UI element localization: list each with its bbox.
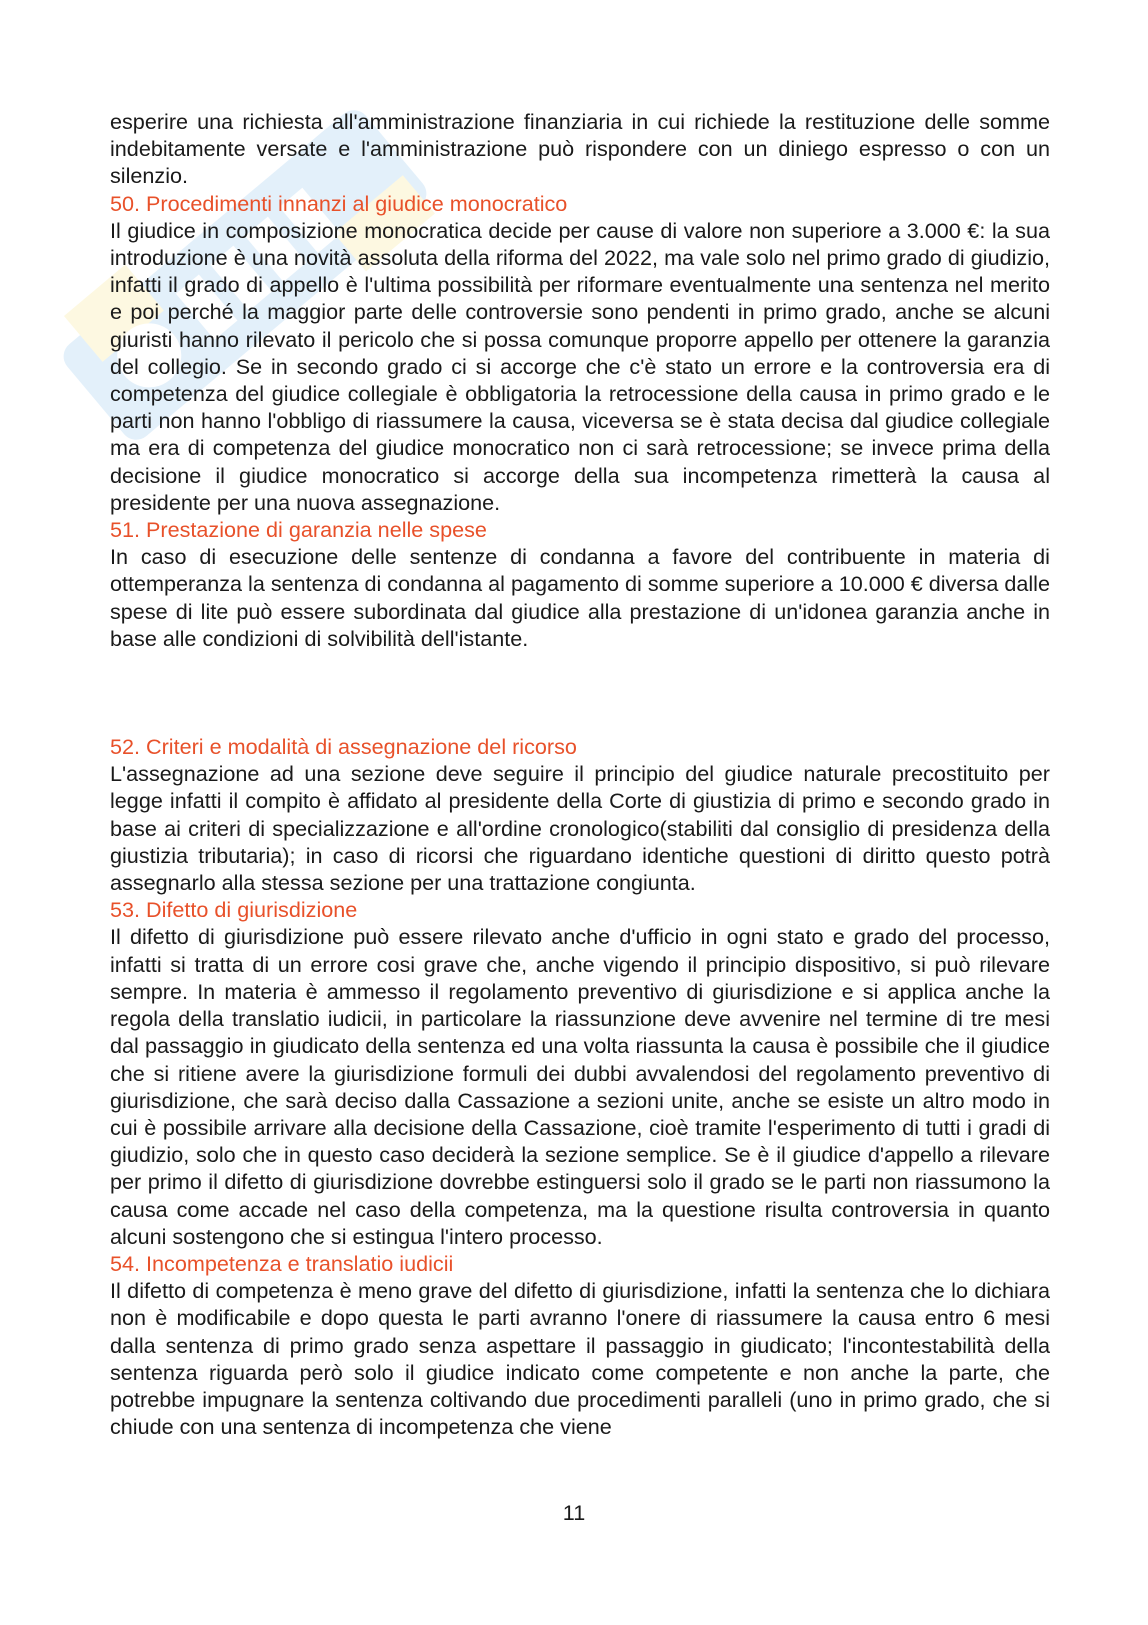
section-heading-50: 50. Procedimenti innanzi al giudice monocratico: [110, 190, 568, 216]
section-heading-52: 52. Criteri e modalità di assegnazione del ricorso: [110, 734, 577, 760]
section-body-53: Il difetto di giurisdizione può essere rilevato anche d'ufficio in ogni stato e grado del processo, infatti si tratta di un errore cosi grave che, anche vigendo il principio dispositivo, si può rilevare sempre. In materia è ammesso il regolamento preventivo di giurisdizione e si applica anche la regola della translatio iudicii, in particolare la riassunzione deve avvenire nel termine di tre mesi dal passaggio in giudicato della sentenza ed una volta riassunta la causa è possibile che il giudice che si ritiene avere la giurisdizione formuli dei dubbi avvalendosi del regolamento preventivo di giurisdizione, che sarà deciso dalla Cassazione a sezioni unite, anche se esiste un altro modo in cui è possibile arrivare alla decisione della Cassazione, cioè tramite l'esperimento di tutti i gradi di giudizio, solo che in questo caso deciderà la sezione semplice. Se è il giudice d'appello a rilevare per primo il difetto di giurisdizione dovrebbe estinguersi solo il grado se le parti non riassumono la causa come accade nel caso della competenza, ma la questione risulta controversia in quanto alcuni sostengono che si estingua l'intero processo.: [110, 924, 1050, 1249]
intro-paragraph: esperire una richiesta all'amministrazione finanziaria in cui richiede la restituzione delle somme indebitamente versate e l'amministrazione può rispondere con un diniego espresso o con un silenzio.: [110, 109, 1050, 189]
document-page: [110, 108, 1050, 1440]
section-body-52: L'assegnazione ad una sezione deve seguire il principio del giudice naturale precostituito per legge infatti il compito è affidato al presidente della Corte di giustizia di primo e secondo grado in base ai criteri di specializzazione e all'ordine cronologico(stabiliti dal consiglio di presidenza della giustizia tributaria); in caso di ricorsi che riguardano identiche questioni di diritto questo potrà assegnarlo alla stessa sezione per una trattazione congiunta.: [110, 761, 1050, 896]
section-body-50: Il giudice in composizione monocratica decide per cause di valore non superiore a 3.000 €: la sua introduzione è una novità assoluta della riforma del 2022, ma vale solo nel primo grado di giudizio, infatti il grado di appello è l'ultima possibilità per riformare eventualmente una sentenza nel merito e poi perché la maggior parte delle controversie sono pendenti in primo grado, anche se alcuni giuristi hanno rilevato il pericolo che si possa comunque proporre appello per ottenere la garanzia del collegio. Se in secondo grado ci si accorge che c'è stato un errore e la controversia era di competenza del giudice collegiale è obbligatoria la retrocessione della causa in primo grado e le parti non hanno l'obbligo di riassumere la causa, viceversa se è stata decisa dal giudice collegiale ma era di competenza del giudice monocratico non ci sarà retrocessione; se invece prima della decisione il giudice monocratico si accorge della sua incompetenza rimetterà la causa al presidente per una nuova assegnazione.: [110, 217, 1050, 515]
section-heading-54: 54. Incompetenza e translatio iudicii: [110, 1250, 454, 1276]
page-number: 11: [562, 1500, 586, 1525]
section-heading-53: 53. Difetto di giurisdizione: [110, 897, 358, 923]
section-spacer: [110, 652, 1050, 733]
section-heading-51: 51. Prestazione di garanzia nelle spese: [110, 517, 487, 543]
section-body-54: Il difetto di competenza è meno grave del difetto di giurisdizione, infatti la sentenza che lo dichiara non è modificabile e dopo questa le parti avranno l'onere di riassumere la causa entro 6 mesi dalla sentenza di primo grado senza aspettare il passaggio in giudicato; l'incontestabilità della sentenza riguarda però solo il giudice indicato come competente e non anche la parte, che potrebbe impugnare la sentenza coltivando due procedimenti paralleli (uno in primo grado, che si chiude con una sentenza di incompetenza che viene: [110, 1278, 1050, 1440]
section-body-51: In caso di esecuzione delle sentenze di condanna a favore del contribuente in materia di ottemperanza la sentenza di condanna al pagamento di somme superiore a 10.000 € diversa dalle spese di lite può essere subordinata dal giudice alla prestazione di un'idonea garanzia anche in base alle condizioni di solvibilità dell'istante.: [110, 544, 1050, 651]
